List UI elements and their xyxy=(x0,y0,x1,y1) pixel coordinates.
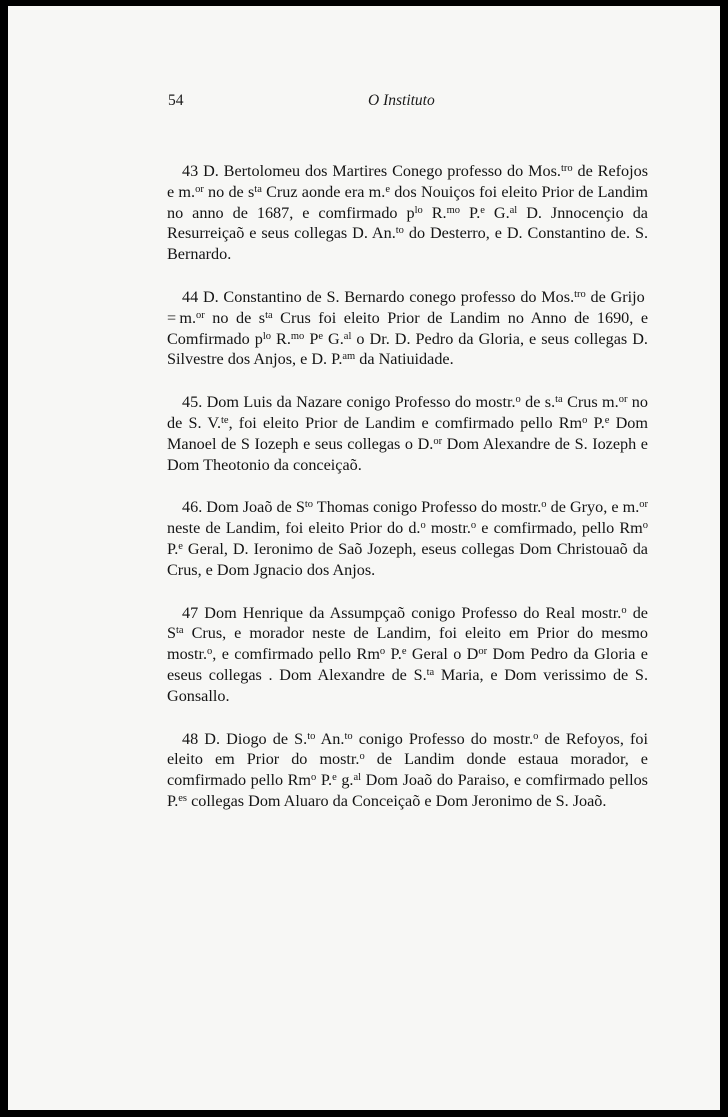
text-run: de s. xyxy=(520,393,556,412)
superscript-abbrev: e xyxy=(401,646,407,658)
text-run: 46. Dom Joaõ de S xyxy=(182,498,305,517)
superscript-abbrev: e xyxy=(318,330,324,342)
superscript-abbrev: or xyxy=(639,499,649,511)
superscript-abbrev: mo xyxy=(290,330,305,342)
text-run: Geral o D xyxy=(406,645,479,664)
text-run: R. xyxy=(271,329,291,348)
text-body xyxy=(167,161,648,834)
text-run: Dom Joaõ do Paraiso, e comfirmado pellos P. xyxy=(167,771,648,810)
superscript-abbrev: ta xyxy=(426,666,435,678)
superscript-abbrev: o xyxy=(621,604,627,616)
superscript-abbrev: o xyxy=(379,646,386,658)
text-run: , foi eleito Prior de Landim e comfirmado pello Rm xyxy=(228,413,583,432)
superscript-abbrev: e xyxy=(385,183,390,195)
superscript-abbrev: tro xyxy=(560,163,573,174)
text-run: 43 D. Bertolomeu dos Martires Conego professo do Mos. xyxy=(182,162,561,180)
text-run: 47 Dom Henrique da Assumpçaõ conigo Professo do Real mostr. xyxy=(182,603,622,622)
superscript-abbrev: or xyxy=(195,183,204,195)
superscript-abbrev: ta xyxy=(254,183,262,195)
superscript-abbrev: o xyxy=(515,394,521,406)
text-run: Crus, e morador neste de Landim, foi eleito em Prior do mesmo mostr. xyxy=(167,624,648,664)
superscript-abbrev: o xyxy=(359,751,365,763)
text-run: neste de Landim, foi eleito Prior do d. xyxy=(167,519,421,538)
superscript-abbrev: e xyxy=(178,540,183,552)
superscript-abbrev: lo xyxy=(414,204,423,216)
text-run: P. xyxy=(587,413,605,432)
superscript-abbrev: e xyxy=(332,772,337,784)
superscript-abbrev: o xyxy=(541,499,547,511)
text-run: o Dr. D. Pedro da Gloria, e seus collegas D. Silvestre dos Anjos, e D. P. xyxy=(167,329,648,369)
entry-46 xyxy=(167,497,648,580)
superscript-abbrev: to xyxy=(304,499,314,511)
text-run: de Refojos e m. xyxy=(167,162,649,201)
text-run: 48 D. Diogo de S. xyxy=(182,729,308,748)
superscript-abbrev: to xyxy=(307,730,316,742)
superscript-abbrev: or xyxy=(618,394,628,406)
superscript-abbrev: al xyxy=(343,330,352,342)
entry-text xyxy=(167,287,648,370)
text-run: dos Nouiços foi eleito Prior de Landim no anno de 1687, e comfirmado p xyxy=(167,182,648,222)
entry-text xyxy=(167,392,648,475)
text-run: Crus foi eleito Prior de Landim no Anno de 1690, e Comfirmado p xyxy=(167,308,648,348)
text-run: de S xyxy=(167,603,648,643)
superscript-abbrev: o xyxy=(533,730,539,742)
page xyxy=(8,6,720,1110)
entry-43 xyxy=(167,161,648,265)
text-run: Thomas conigo Professo do mostr. xyxy=(313,498,542,517)
text-run: mostr. xyxy=(425,519,471,538)
superscript-abbrev: o xyxy=(207,646,213,658)
superscript-abbrev: am xyxy=(342,351,356,363)
text-run: Dom Manoel de S Iozeph e seus collegas o D. xyxy=(167,413,648,453)
text-run: An. xyxy=(315,729,345,748)
entry-text xyxy=(167,161,648,265)
superscript-abbrev: tro xyxy=(574,288,586,300)
text-run: do Desterro, e D. Constantino de. S. Bernardo. xyxy=(167,224,648,264)
text-run: R. xyxy=(422,203,447,222)
entry-45 xyxy=(167,392,648,475)
text-run: de Refoyos, foi eleito em Prior do mostr. xyxy=(167,729,648,769)
superscript-abbrev: to xyxy=(395,225,404,237)
superscript-abbrev: o xyxy=(420,520,426,532)
superscript-abbrev: o xyxy=(642,520,648,532)
superscript-abbrev: or xyxy=(478,646,488,658)
text-run: , e comfirmado pello Rm xyxy=(212,645,380,664)
text-run: P. xyxy=(316,771,333,790)
text-run: no de s xyxy=(203,182,255,201)
text-run: conigo Professo do mostr. xyxy=(352,729,534,748)
superscript-abbrev: es xyxy=(178,792,188,804)
text-run: P. xyxy=(385,645,402,664)
text-run: de Landim donde estaua morador, e comfirmado pello Rm xyxy=(167,750,648,790)
text-run: Cruz aonde era m. xyxy=(261,182,386,201)
superscript-abbrev: ta xyxy=(555,394,563,406)
entry-47 xyxy=(167,603,648,707)
text-run: P. xyxy=(460,203,481,222)
superscript-abbrev: e xyxy=(604,414,610,426)
superscript-abbrev: to xyxy=(344,730,353,742)
text-run: Maria, e Dom verissimo de S. Gonsallo. xyxy=(167,665,648,705)
text-run: 44 D. Constantino de S. Bernardo conego professo do Mos. xyxy=(182,287,575,306)
superscript-abbrev: mo xyxy=(446,204,461,216)
text-run: no de s xyxy=(204,308,266,327)
superscript-abbrev: or xyxy=(196,309,205,321)
text-run: de Gryo, e m. xyxy=(546,498,640,517)
superscript-abbrev: ta xyxy=(176,625,184,637)
superscript-abbrev: o xyxy=(582,414,588,426)
text-run: collegas Dom Aluaro da Conceiçaõ e Dom Jeronimo de S. Joaõ. xyxy=(187,791,607,810)
entry-text xyxy=(167,729,648,812)
page-number: 54 xyxy=(168,92,184,109)
text-run: D. Jnnocençio da Resurreiçaõ e seus collegas D. An. xyxy=(167,203,648,243)
superscript-abbrev: o xyxy=(470,520,477,532)
text-run: da Natiuidade. xyxy=(355,350,454,369)
text-run: e comfirmado, pello Rm xyxy=(476,519,643,538)
entry-44 xyxy=(167,287,648,370)
page-header xyxy=(8,92,720,116)
text-run: no de S. V. xyxy=(167,393,648,432)
superscript-abbrev: or xyxy=(433,435,443,447)
superscript-abbrev: al xyxy=(509,204,518,216)
text-run: 45. Dom Luis da Nazare conigo Professo do mostr. xyxy=(182,393,516,412)
text-run: Dom Pedro da Gloria e eseus collegas . Dom Alexandre de S. xyxy=(167,645,648,684)
text-run: Crus m. xyxy=(562,393,619,412)
running-title: O Instituto xyxy=(368,92,435,109)
entry-text xyxy=(167,603,648,707)
text-run: Dom Alexandre de S. Iozeph e Dom Theotonio da conceiçaõ. xyxy=(167,434,648,474)
superscript-abbrev: ta xyxy=(265,309,273,321)
text-run: Geral, D. Ieronimo de Saõ Jozeph, eseus collegas Dom Christouaõ da Crus, e Dom Jgnacio dos Anjos. xyxy=(167,539,648,579)
text-run: g. xyxy=(336,771,354,790)
text-run: P xyxy=(304,329,319,348)
text-run: G. xyxy=(323,329,344,348)
superscript-abbrev: te xyxy=(221,414,229,426)
superscript-abbrev: al xyxy=(353,772,362,784)
text-run: G. xyxy=(484,203,510,222)
entry-text xyxy=(167,497,648,580)
entry-48 xyxy=(167,729,648,812)
superscript-abbrev: o xyxy=(311,772,317,784)
superscript-abbrev: e xyxy=(480,204,485,216)
text-run: P. xyxy=(167,539,179,558)
text-run: de Grijo = m. xyxy=(167,287,648,327)
superscript-abbrev: lo xyxy=(262,330,272,342)
